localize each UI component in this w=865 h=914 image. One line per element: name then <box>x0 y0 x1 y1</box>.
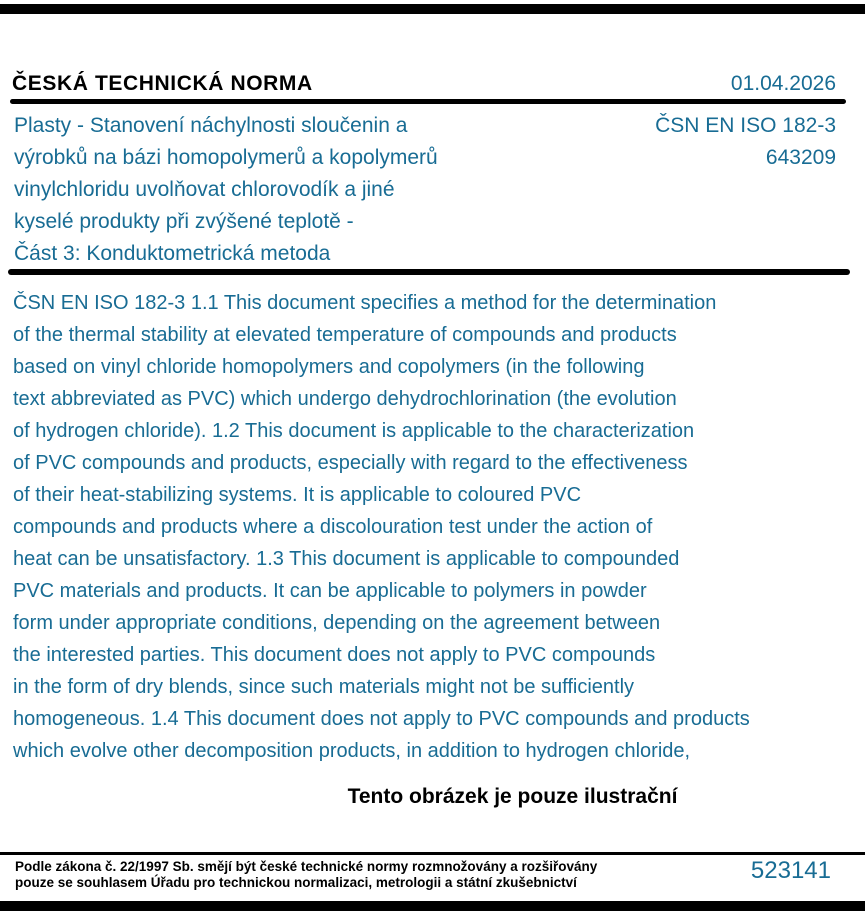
abstract-line: heat can be unsatisfactory. 1.3 This document is applicable to compounded <box>13 548 680 570</box>
czech-title-line: kyselé produkty při zvýšené teplotě - <box>14 210 354 233</box>
title-divider <box>8 269 850 275</box>
catalog-number: 523141 <box>750 857 831 884</box>
footer-legal-line: Podle zákona č. 22/1997 Sb. smějí být české technické normy rozmnožovány a rozšiřovány <box>15 859 598 874</box>
footer-legal-notice <box>15 859 635 890</box>
czech-title-line: vinylchloridu uvolňovat chlorovodík a jiné <box>14 178 395 201</box>
abstract-line: based on vinyl chloride homopolymers and copolymers (in the following <box>13 356 645 378</box>
abstract-line: text abbreviated as PVC) which undergo dehydrochlorination (the evolution <box>13 388 677 410</box>
czech-title-line: Plasty - Stanovení náchylnosti sloučenin a <box>14 114 408 137</box>
abstract-line: compounds and products where a discolouration test under the action of <box>13 516 653 538</box>
illustrative-caption: Tento obrázek je pouze ilustrační <box>347 785 678 808</box>
abstract-line: of hydrogen chloride). 1.2 This document is applicable to the characterization <box>13 420 695 442</box>
abstract-line: of the thermal stability at elevated temperature of compounds and products <box>13 324 677 346</box>
page-title: ČESKÁ TECHNICKÁ NORMA <box>12 72 313 95</box>
abstract-line: homogeneous. 1.4 This document does not apply to PVC compounds and products <box>13 708 750 730</box>
abstract-line: of their heat-stabilizing systems. It is applicable to coloured PVC <box>13 484 582 506</box>
header-divider <box>10 99 846 104</box>
abstract-line: PVC materials and products. It can be applicable to polymers in powder <box>13 580 647 602</box>
abstract-line: ČSN EN ISO 182-3 1.1 This document specifies a method for the determination <box>13 292 717 314</box>
bottom-edge-bar <box>0 901 865 911</box>
standard-code: ČSN EN ISO 182-3 <box>655 114 836 137</box>
abstract-line: form under appropriate conditions, depending on the agreement between <box>13 612 661 634</box>
abstract-line: of PVC compounds and products, especially with regard to the effectiveness <box>13 452 688 474</box>
footer-legal-line: pouze se souhlasem Úřadu pro technickou normalizaci, metrologii a státní zkušebnictví <box>15 874 577 890</box>
abstract-line: in the form of dry blends, since such materials might not be sufficiently <box>13 676 635 698</box>
abstract-line: which evolve other decomposition products, in addition to hydrogen chloride, <box>13 740 691 762</box>
abstract-text <box>13 287 858 767</box>
top-edge-bar <box>0 4 865 14</box>
footer-divider <box>0 852 865 855</box>
classification-code: 643209 <box>765 146 836 169</box>
effective-date: 01.04.2026 <box>730 72 836 95</box>
standard-code-block <box>536 110 836 174</box>
czech-title-line: výrobků na bázi homopolymerů a kopolymerů <box>14 146 438 169</box>
abstract-line: the interested parties. This document does not apply to PVC compounds <box>13 644 656 666</box>
czech-title-line: Část 3: Konduktometrická metoda <box>14 242 331 265</box>
